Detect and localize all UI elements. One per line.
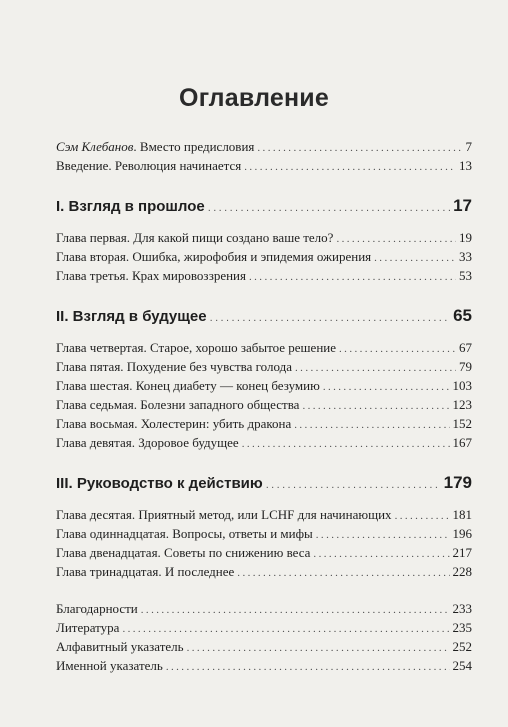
toc-entry-page: 235 xyxy=(452,620,472,635)
toc-entry-chapter-8[interactable] xyxy=(56,414,472,433)
toc-entry-introduction[interactable] xyxy=(56,156,472,175)
toc-part-page: 65 xyxy=(453,306,472,325)
spacer xyxy=(56,452,472,470)
toc-part-title: II. Взгляд в будущее xyxy=(56,308,207,325)
dot-leader xyxy=(302,397,449,416)
toc-entry-label: Глава третья. Крах мировоззрения xyxy=(56,268,246,283)
toc-entry-label: Глава девятая. Здоровое будущее xyxy=(56,435,239,450)
dot-leader xyxy=(257,139,462,158)
toc-part-2[interactable] xyxy=(56,303,472,329)
toc-entry-chapter-13[interactable] xyxy=(56,562,472,581)
dot-leader xyxy=(244,158,456,177)
toc-entry-chapter-5[interactable] xyxy=(56,357,472,376)
toc-entry-label: Именной указатель xyxy=(56,658,163,673)
toc-entry-page: 19 xyxy=(459,230,472,245)
table-of-contents xyxy=(56,137,472,675)
toc-entry-page: 123 xyxy=(452,397,472,412)
dot-leader xyxy=(237,564,449,583)
toc-entry-page: 7 xyxy=(465,139,472,154)
toc-entry-label: Глава вторая. Ошибка, жирофобия и эпидемия ожирения xyxy=(56,249,372,264)
spacer xyxy=(56,175,472,193)
toc-part-1[interactable] xyxy=(56,193,472,219)
spacer xyxy=(56,581,472,599)
spacer xyxy=(56,285,472,303)
toc-entry-page: 33 xyxy=(459,249,472,264)
toc-entry-label: Литература xyxy=(56,620,120,635)
toc-entry-label xyxy=(56,137,254,156)
dot-leader xyxy=(266,472,441,498)
dot-leader xyxy=(249,268,456,287)
toc-entry-chapter-4[interactable] xyxy=(56,338,472,357)
dot-leader xyxy=(313,545,449,564)
dot-leader xyxy=(316,526,450,545)
page-title: Оглавление xyxy=(179,84,329,112)
toc-entry-label: Глава шестая. Конец диабету — конец безумию xyxy=(56,378,320,393)
toc-entry-label: Глава четвертая. Старое, хорошо забытое решение xyxy=(56,340,337,355)
toc-entry-label: Введение. Революция начинается xyxy=(56,158,242,173)
toc-entry-page: 53 xyxy=(459,268,472,283)
dot-leader xyxy=(294,416,449,435)
toc-part-title: III. Руководство к действию xyxy=(56,475,263,492)
toc-entry-chapter-9[interactable] xyxy=(56,433,472,452)
toc-entry-label: Благодарности xyxy=(56,601,138,616)
toc-entry-page: 217 xyxy=(452,545,472,560)
toc-entry-label: Глава тринадцатая. И последнее xyxy=(56,564,235,579)
toc-entry-literature[interactable] xyxy=(56,618,472,637)
toc-entry-acknowledgements[interactable] xyxy=(56,599,472,618)
toc-entry-page: 181 xyxy=(452,507,472,522)
dot-leader xyxy=(242,435,450,454)
toc-entry-subject-index[interactable] xyxy=(56,637,472,656)
toc-entry-page: 79 xyxy=(459,359,472,374)
toc-entry-chapter-6[interactable] xyxy=(56,376,472,395)
toc-entry-chapter-11[interactable] xyxy=(56,524,472,543)
toc-entry-page: 228 xyxy=(452,564,472,579)
toc-entry-page: 167 xyxy=(452,435,472,450)
dot-leader xyxy=(323,378,450,397)
toc-entry-page: 152 xyxy=(452,416,472,431)
toc-entry-page: 13 xyxy=(459,158,472,173)
toc-entry-label: Глава седьмая. Болезни западного общества xyxy=(56,397,300,412)
toc-entry-chapter-1[interactable] xyxy=(56,228,472,247)
toc-entry-page: 233 xyxy=(452,601,472,616)
dot-leader xyxy=(208,195,450,221)
dot-leader xyxy=(166,658,450,677)
toc-entry-label: Алфавитный указатель xyxy=(56,639,184,654)
toc-part-page: 17 xyxy=(453,196,472,215)
toc-entry-page: 196 xyxy=(452,526,472,541)
toc-entry-foreword[interactable] xyxy=(56,137,472,156)
toc-entry-author: Сэм Клебанов xyxy=(56,139,134,154)
dot-leader xyxy=(339,340,456,359)
toc-entry-chapter-10[interactable] xyxy=(56,505,472,524)
toc-entry-label: Глава одиннадцатая. Вопросы, ответы и мифы xyxy=(56,526,313,541)
toc-entry-page: 67 xyxy=(459,340,472,355)
toc-entry-label: Глава двенадцатая. Советы по снижению веса xyxy=(56,545,311,560)
dot-leader xyxy=(187,639,450,658)
toc-part-page: 179 xyxy=(443,473,472,492)
toc-entry-page: 252 xyxy=(452,639,472,654)
toc-entry-name-index[interactable] xyxy=(56,656,472,675)
toc-entry-label: Глава первая. Для какой пищи создано ваше тело? xyxy=(56,230,334,245)
dot-leader xyxy=(374,249,456,268)
dot-leader xyxy=(395,507,450,526)
toc-entry-chapter-12[interactable] xyxy=(56,543,472,562)
dot-leader xyxy=(141,601,450,620)
toc-entry-text: . Вместо предисловия xyxy=(133,139,255,154)
toc-part-title: I. Взгляд в прошлое xyxy=(56,198,205,215)
toc-entry-chapter-2[interactable] xyxy=(56,247,472,266)
toc-entry-chapter-3[interactable] xyxy=(56,266,472,285)
dot-leader xyxy=(210,305,450,331)
toc-entry-label: Глава десятая. Приятный метод, или LCHF для начинающих xyxy=(56,507,392,522)
toc-entry-page: 103 xyxy=(452,378,472,393)
toc-entry-page: 254 xyxy=(452,658,472,673)
toc-entry-label: Глава пятая. Похудение без чувства голода xyxy=(56,359,293,374)
toc-entry-chapter-7[interactable] xyxy=(56,395,472,414)
toc-entry-label: Глава восьмая. Холестерин: убить дракона xyxy=(56,416,292,431)
toc-part-3[interactable] xyxy=(56,470,472,496)
